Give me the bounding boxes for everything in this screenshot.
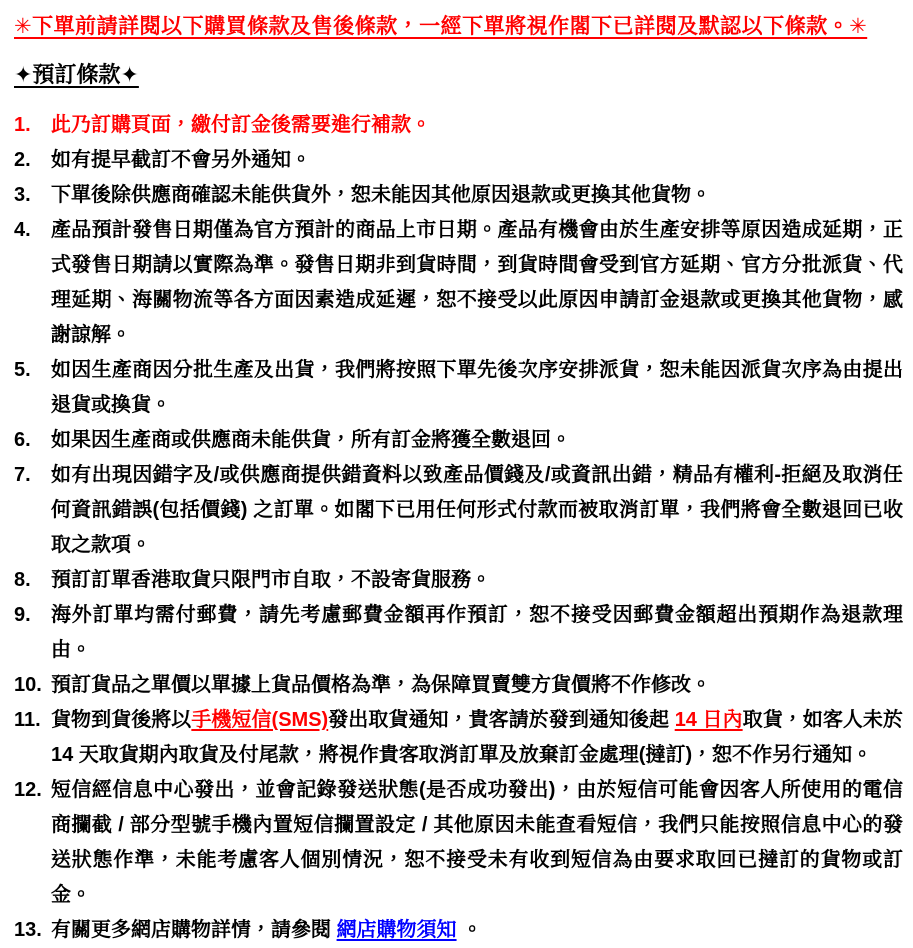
term-item: [14, 668, 903, 703]
term-text: 如有提早截訂不會另外通知。: [51, 149, 311, 171]
term-item: [14, 703, 903, 773]
term-text: 如果因生產商或供應商未能供貨，所有訂金將獲全數退回。: [51, 429, 571, 451]
section-title-row: [14, 60, 903, 90]
term-text: 產品預計發售日期僅為官方預計的商品上市日期。產品有機會由於生產安排等原因造成延期，正式發售日期請以實際為準。發售日期非到貨時間，到貨時間會受到官方延期、官方分批派貨、代理延期、海關物流等各方面因素造成延遲，恕不接受以此原因申請訂金退款或更換其他貨物，感謝諒解。: [51, 219, 903, 346]
term-item: [14, 913, 903, 948]
term-number: 6.: [14, 429, 31, 451]
term-number: 13.: [14, 919, 42, 941]
term-item: [14, 773, 903, 913]
term-text: 有關更多網店購物詳情，請參閱: [51, 919, 337, 941]
term-number: 8.: [14, 569, 31, 591]
term-number: 1.: [14, 114, 31, 136]
term-item: [14, 458, 903, 563]
sms-highlight: 手機短信(SMS): [191, 709, 329, 731]
terms-list: [14, 108, 903, 948]
term-number: 10.: [14, 674, 42, 696]
term-number: 4.: [14, 219, 31, 241]
term-number: 12.: [14, 779, 42, 801]
term-text: 短信經信息中心發出，並會記錄發送狀態(是否成功發出)，由於短信可能會因客人所使用的電信商攔截 / 部分型號手機內置短信攔置設定 / 其他原因未能查看短信，我們只能按照信息中心的發送狀態作準，未能考慮客人個別情況，恕不接受未有收到短信為由要求取回已撻訂的貨物或訂金。: [51, 779, 903, 906]
terms-warning-header: ✳下單前請詳閱以下購買條款及售後條款，一經下單將視作閣下已詳閱及默認以下條款。✳: [14, 15, 868, 38]
section-title: ✦預訂條款✦: [14, 62, 139, 87]
term-item: [14, 563, 903, 598]
term-text: 發出取貨通知，貴客請於發到通知後起: [328, 709, 675, 731]
term-item: [14, 213, 903, 353]
term-text: 如有出現因錯字及/或供應商提供錯資料以致產品價錢及/或資訊出錯，精品有權利-拒絕及取消任何資訊錯誤(包括價錢) 之訂單。如閣下已用任何形式付款而被取消訂單，我們將會全數退回已收取之款項。: [51, 464, 903, 556]
term-text: 下單後除供應商確認未能供貨外，恕未能因其他原因退款或更換其他貨物。: [51, 184, 711, 206]
term-item: [14, 108, 903, 143]
term-text: 預訂貨品之單價以單據上貨品價格為準，為保障買賣雙方貨價將不作修改。: [51, 674, 711, 696]
term-text: 如因生產商因分批生產及出貨，我們將按照下單先後次序安排派貨，恕未能因派貨次序為由提出退貨或換貨。: [51, 359, 903, 416]
term-number: 11.: [14, 709, 41, 731]
term-number: 5.: [14, 359, 31, 381]
term-number: 7.: [14, 464, 31, 486]
term-item: [14, 423, 903, 458]
term-number: 2.: [14, 149, 31, 171]
term-item: [14, 353, 903, 423]
term-item: [14, 598, 903, 668]
term-text: 貨物到貨後將以: [51, 709, 192, 731]
term-text: 。: [456, 919, 483, 941]
term-item: [14, 178, 903, 213]
term-text: 預訂訂單香港取貨只限門市自取，不設寄貨服務。: [51, 569, 491, 591]
term-number: 3.: [14, 184, 31, 206]
pickup-days-highlight: 14 日內: [674, 709, 743, 731]
term-item: [14, 143, 903, 178]
term-text: 海外訂單均需付郵費，請先考慮郵費金額再作預訂，恕不接受因郵費金額超出預期作為退款理由。: [51, 604, 903, 661]
term-text: 取貨，如客人未於 14 天取貨期內取貨及付尾款，將視作貴客取消訂單及放棄訂金處理(撻訂)，恕不作另行通知。: [51, 709, 903, 766]
term-number: 9.: [14, 604, 31, 626]
shop-notice-link[interactable]: 網店購物須知: [336, 919, 457, 941]
term-text-red: 此乃訂購頁面，繳付訂金後需要進行補款。: [51, 114, 431, 136]
